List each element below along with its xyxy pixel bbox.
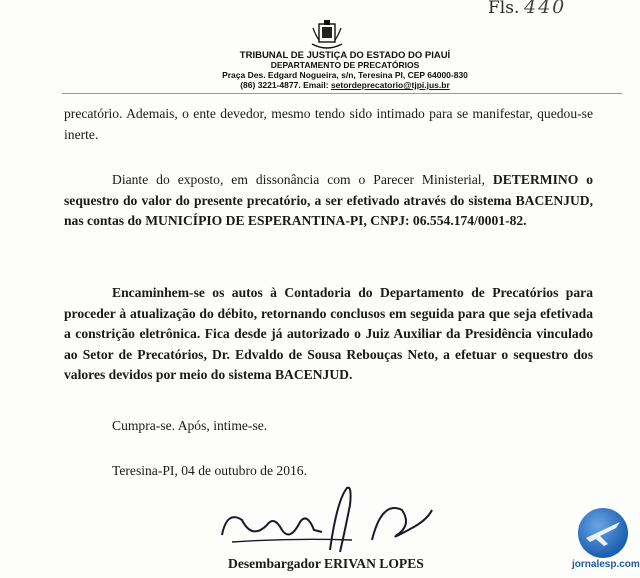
folio-number: 440 xyxy=(524,0,567,18)
department-name: DEPARTAMENTO DE PRECATÓRIOS xyxy=(270,60,420,70)
paragraph-1: precatório. Ademais, o ente devedor, mesmo tendo sido intimado para se manifestar, quedou-se inerte. xyxy=(64,106,593,142)
watermark-text: jornalesp.com xyxy=(572,559,640,570)
folio-label: Fls. xyxy=(488,0,520,18)
paragraph-2 xyxy=(64,170,593,232)
signatory-name: Desembargador ERIVAN LOPES xyxy=(228,556,424,571)
paragraph-2-determination: DETERMINO o sequestro do valor do presente precatório, a ser efetivado através do sistema BACENJUD, nas contas do MUNICÍPIO DE ESPERANTINA-PI, CNPJ: 06.554.174/0001-82. xyxy=(64,172,593,228)
paragraph-3-text: Encaminhem-se os autos à Contadoria do Departamento de Precatórios para proceder à atualização do débito, retornando conclusos em seguida para que seja efetivada a constrição eletrônica. Fica desde já autorizado o Juiz Auxiliar da Presidência vinculado ao Setor de Precatórios, Dr. Edvaldo de Sousa Rebouças Neto, a efetuar o sequestro dos valores devidos por meio do sistema BACENJUD. xyxy=(64,285,593,382)
phone-text: (86) 3221-4877. Email: xyxy=(240,80,331,90)
header-divider xyxy=(62,93,622,94)
date-line: Teresina-PI, 04 de outubro de 2016. xyxy=(112,463,307,478)
email-link[interactable]: setordeprecatorio@tjpi.jus.br xyxy=(330,80,450,90)
coat-of-arms-icon xyxy=(310,18,344,50)
address-line: Praça Des. Edgard Nogueira, s/n, Teresina PI, CEP 64000-830 xyxy=(222,70,468,80)
watermark-logo xyxy=(572,508,640,574)
paragraph-4: Cumpra-se. Após, intime-se. xyxy=(112,418,268,433)
handwritten-signature xyxy=(212,480,462,560)
plane-icon xyxy=(578,508,628,558)
paragraph-3 xyxy=(64,283,593,386)
contact-line xyxy=(150,80,540,90)
court-name: TRIBUNAL DE JUSTIÇA DO ESTADO DO PIAUÍ xyxy=(239,50,451,61)
paragraph-2-intro: Diante do exposto, em dissonância com o Parecer Ministerial, xyxy=(112,172,493,187)
